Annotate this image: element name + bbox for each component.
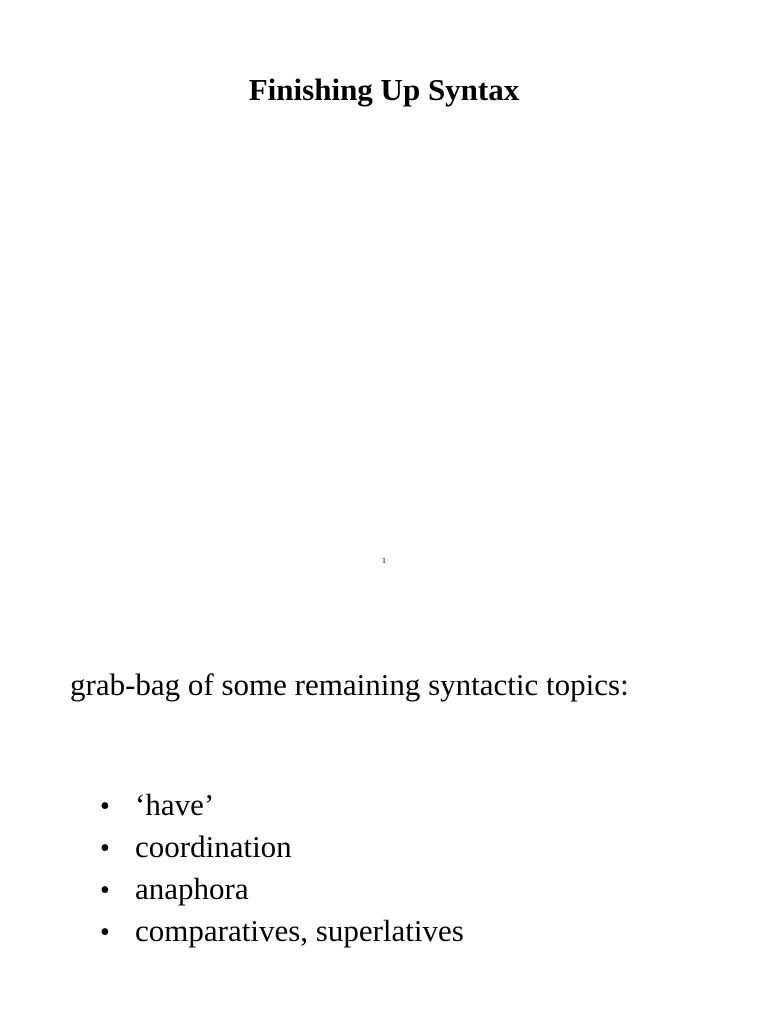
bullet-icon: • [100, 917, 110, 948]
intro-text: grab-bag of some remaining syntactic topics: [70, 667, 629, 702]
page-number: 1 [382, 556, 386, 565]
bullet-icon: • [100, 875, 110, 906]
topic-label: comparatives, superlatives [135, 913, 464, 948]
bullet-icon: • [100, 833, 110, 864]
slide-title: Finishing Up Syntax [248, 72, 520, 107]
list-item [100, 785, 464, 827]
bullet-icon: • [100, 791, 110, 822]
list-item [100, 869, 464, 911]
topic-list [100, 785, 464, 953]
topic-label: ‘have’ [135, 787, 215, 822]
list-item [100, 911, 464, 953]
topic-label: anaphora [135, 871, 249, 906]
topic-label: coordination [135, 829, 292, 864]
list-item [100, 827, 464, 869]
